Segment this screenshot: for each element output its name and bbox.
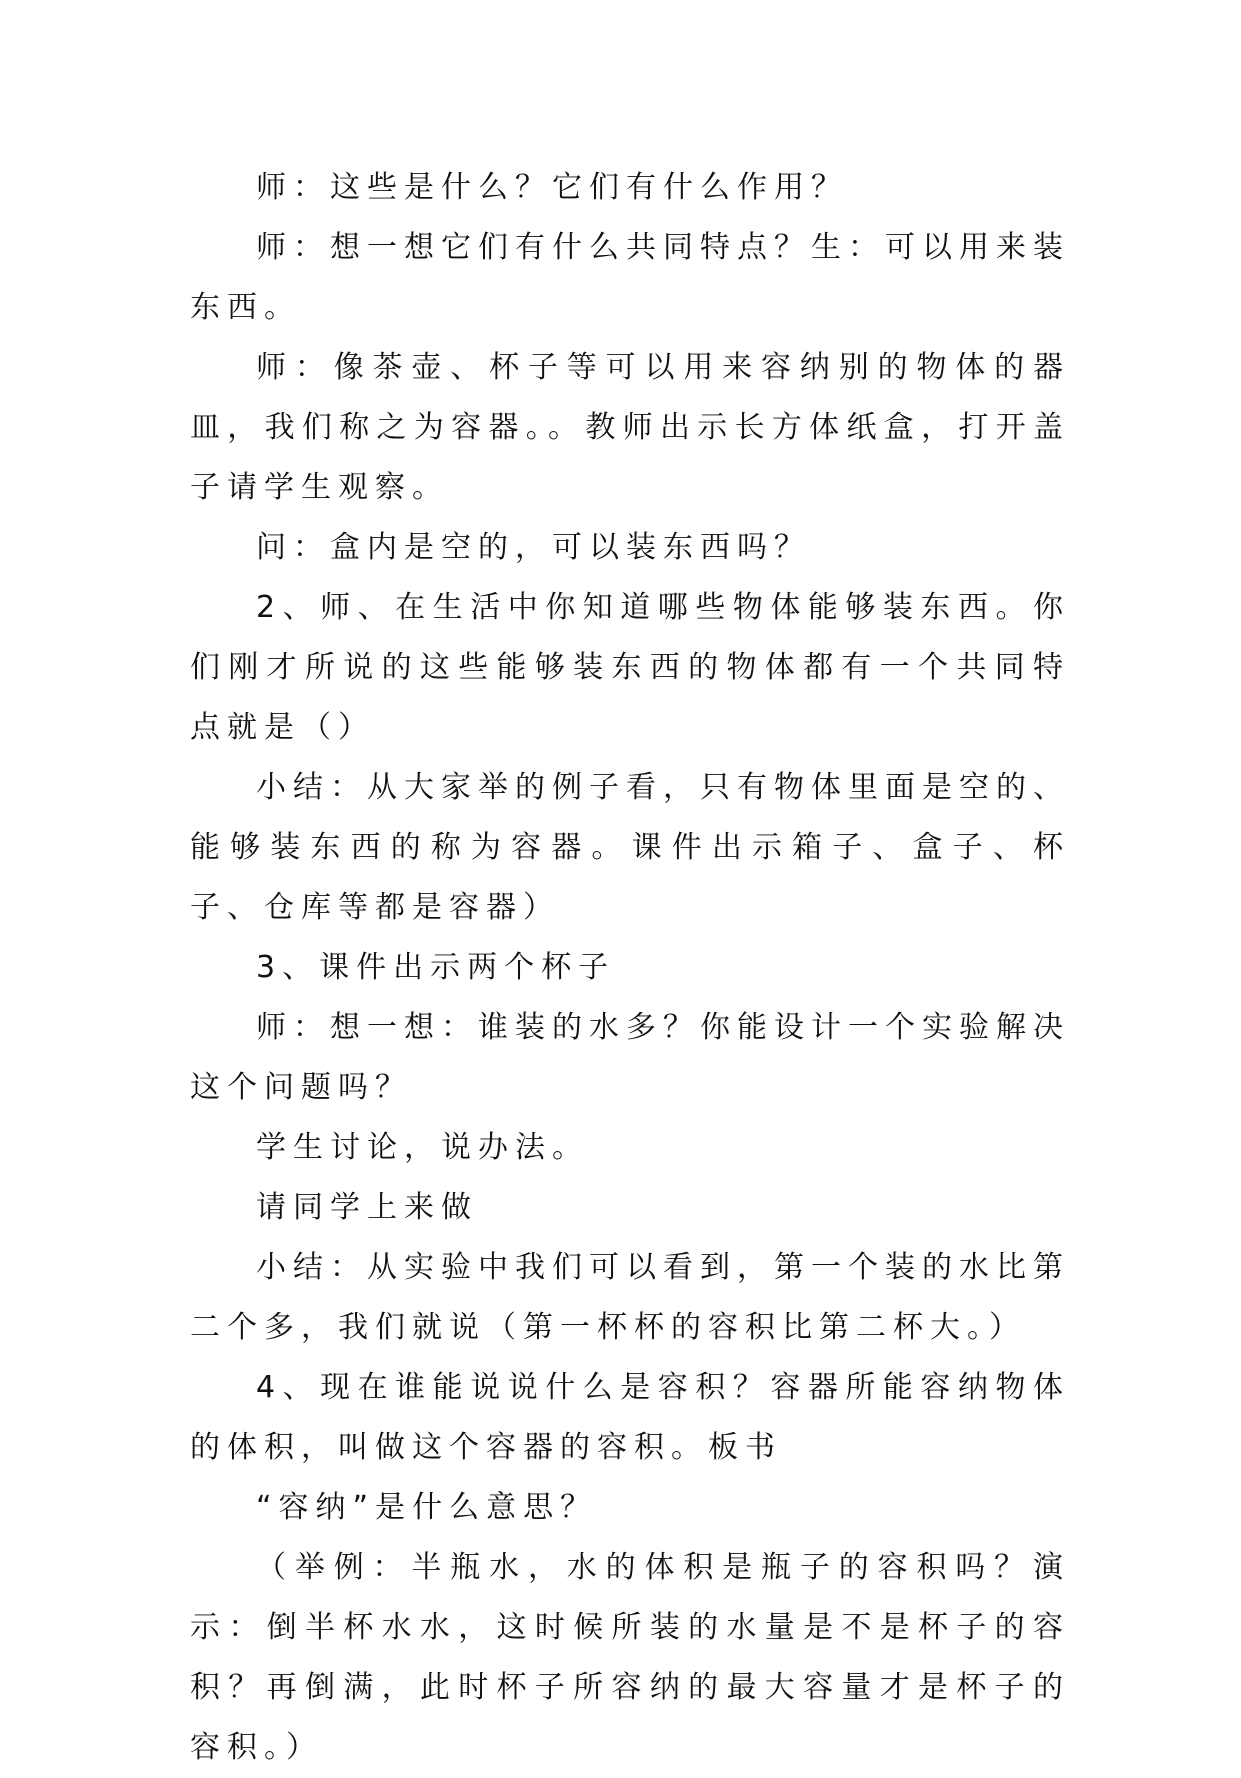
paragraph-2: 师：想一想它们有什么共同特点？生：可以用来装东西。 bbox=[190, 230, 1070, 325]
paragraph-3: 师：像茶壶、杯子等可以用来容纳别的物体的器皿，我们称之为容器。。教师出示长方体纸盒，打开盖子请学生观察。 bbox=[190, 350, 1070, 505]
paragraph-5: 2、师、在生活中你知道哪些物体能够装东西。你们刚才所说的这些能够装东西的物体都有一个共同特点就是（） bbox=[190, 590, 1070, 745]
paragraph-14: （举例：半瓶水，水的体积是瓶子的容积吗？演示：倒半杯水水，这时候所装的水量是不是杯子的容积？再倒满，此时杯子所容纳的最大容量才是杯子的容积。） bbox=[190, 1550, 1070, 1765]
paragraph-13: “容纳”是什么意思？ bbox=[256, 1490, 598, 1525]
paragraph-12: 4、现在谁能说说什么是容积？容器所能容纳物体的体积，叫做这个容器的容积。板书 bbox=[190, 1370, 1070, 1465]
paragraph-8: 师：想一想：谁装的水多？你能设计一个实验解决这个问题吗？ bbox=[190, 1010, 1070, 1105]
paragraph-6: 小结：从大家举的例子看，只有物体里面是空的、能够装东西的称为容器。课件出示箱子、盒子、杯子、仓库等都是容器） bbox=[190, 770, 1070, 925]
paragraph-9: 学生讨论，说办法。 bbox=[256, 1130, 589, 1165]
paragraph-4: 问：盒内是空的，可以装东西吗？ bbox=[256, 530, 811, 565]
paragraph-10: 请同学上来做 bbox=[256, 1190, 478, 1225]
document-body bbox=[190, 158, 1070, 1778]
paragraph-11: 小结：从实验中我们可以看到，第一个装的水比第二个多，我们就说（第一杯杯的容积比第二杯大。） bbox=[190, 1250, 1070, 1345]
paragraph-1: 师：这些是什么？它们有什么作用？ bbox=[256, 170, 848, 205]
paragraph-7: 3、课件出示两个杯子 bbox=[256, 950, 616, 985]
